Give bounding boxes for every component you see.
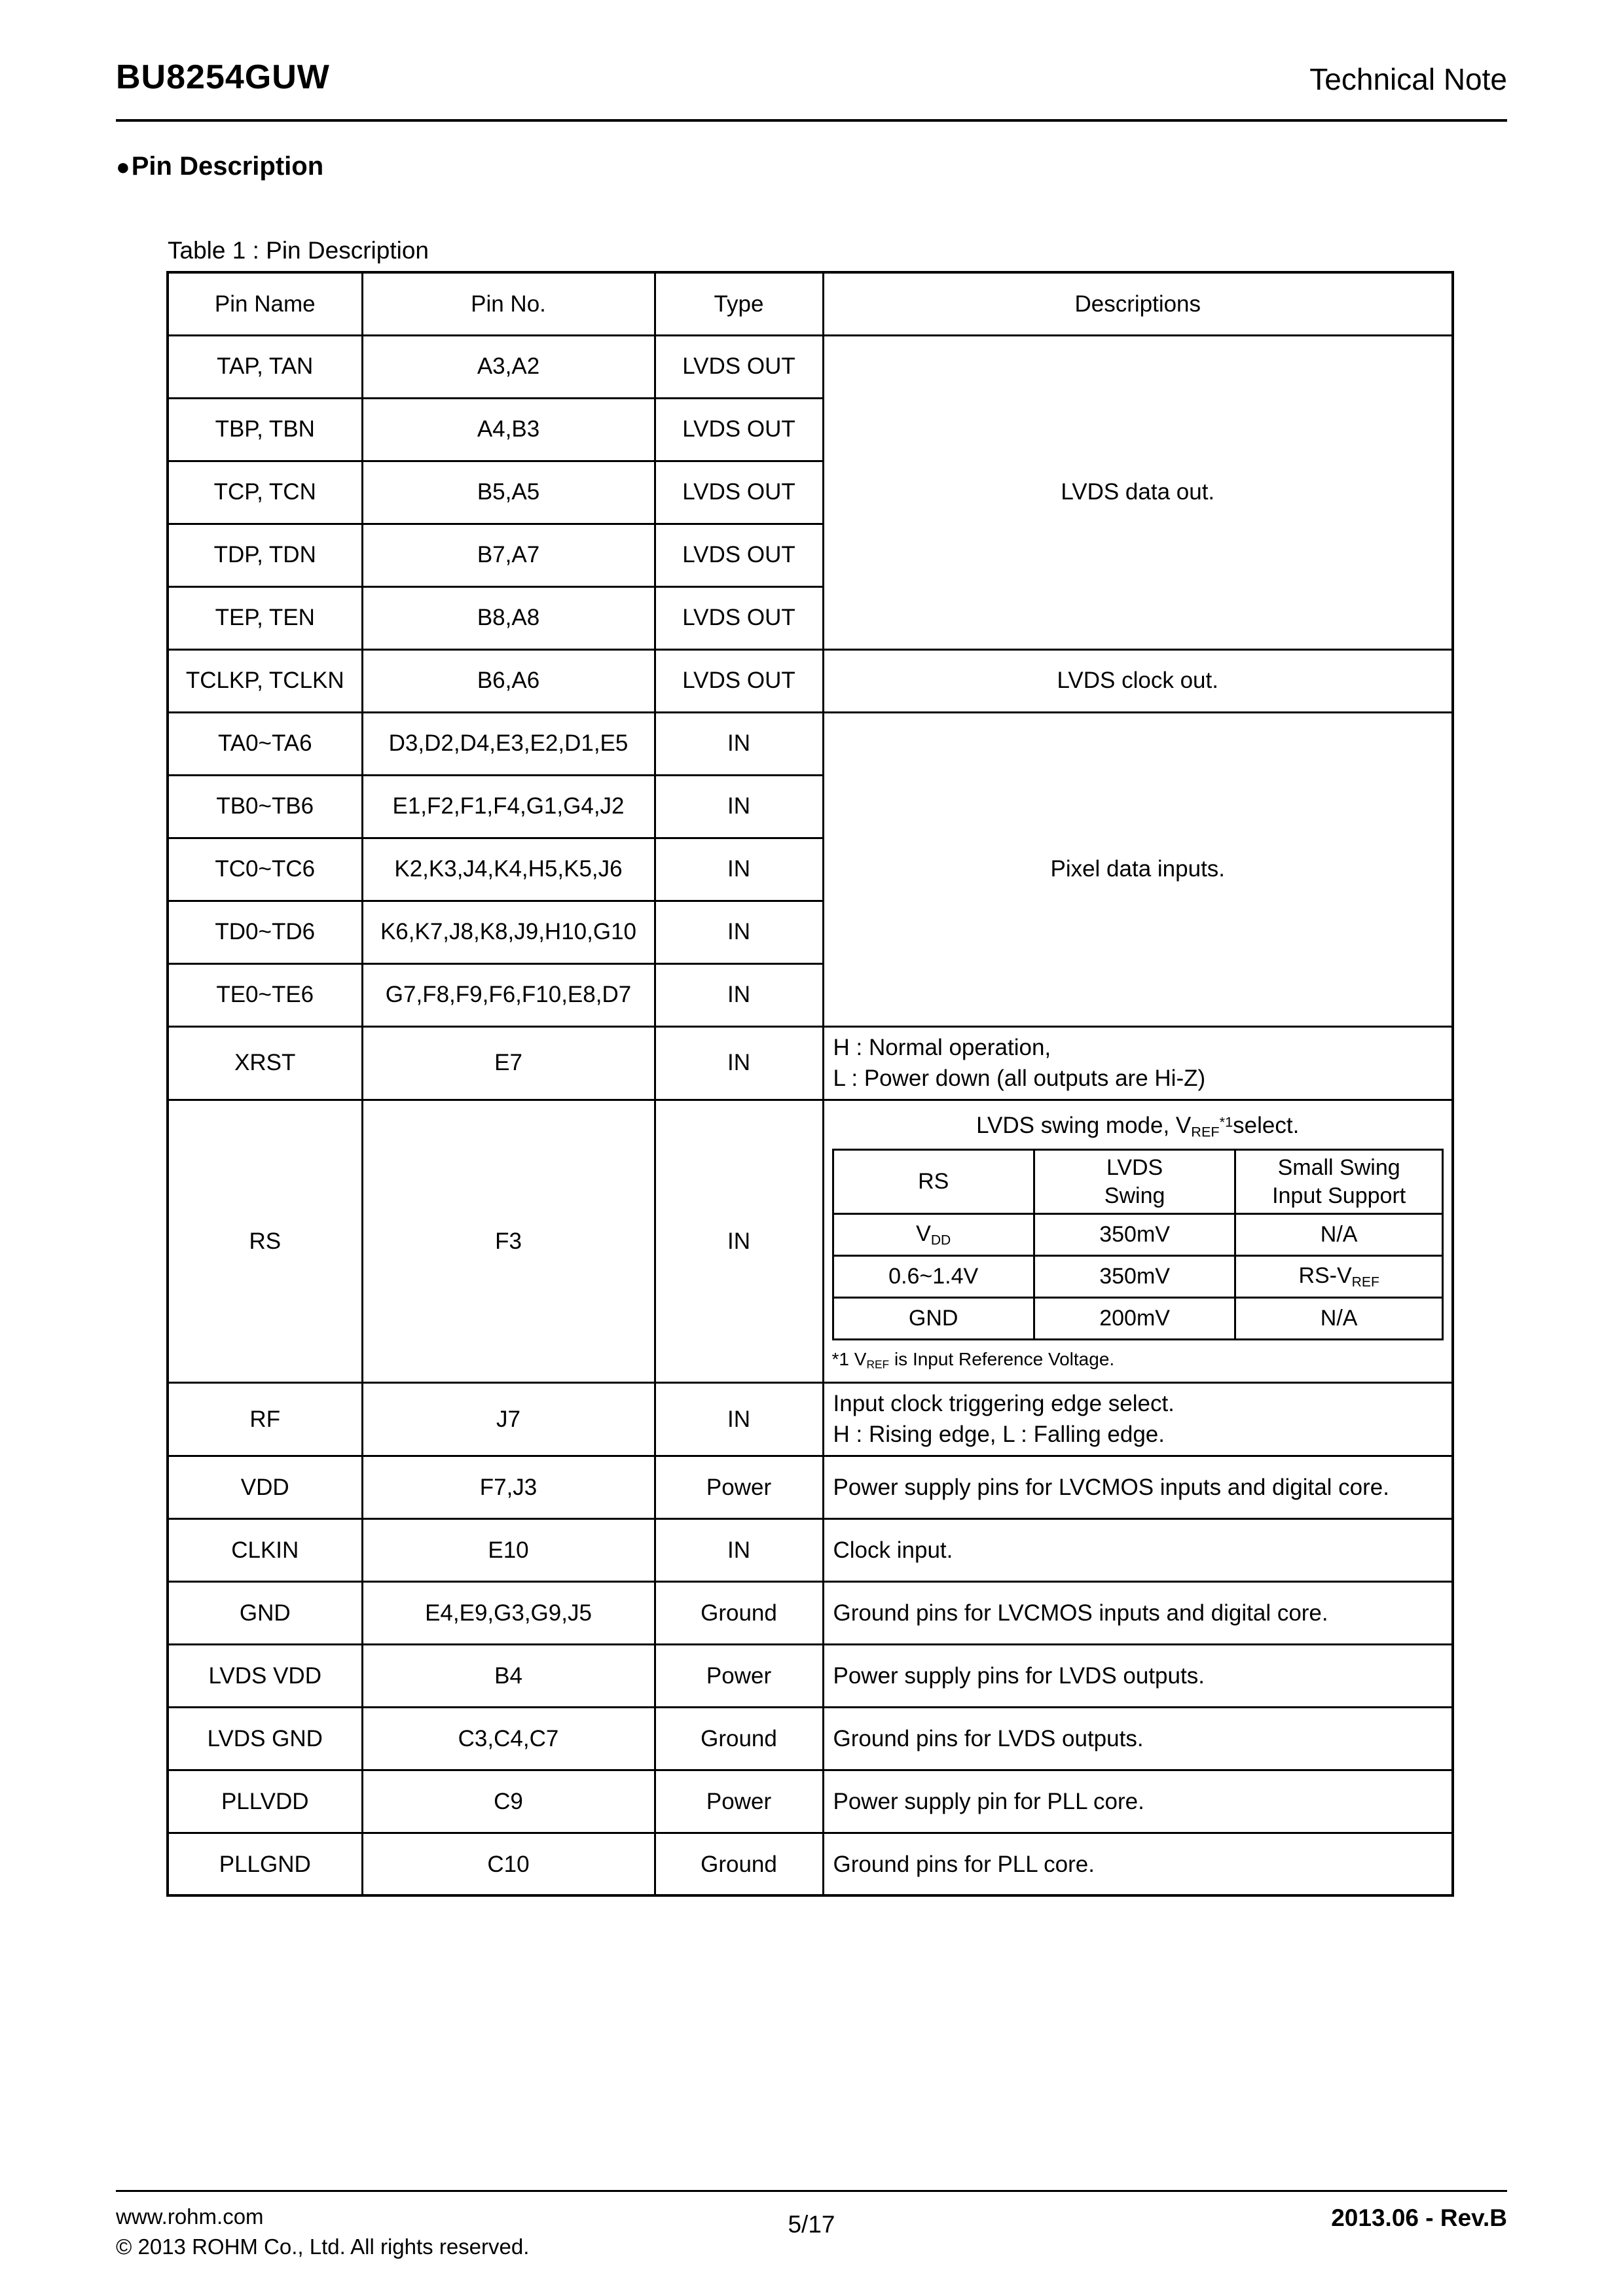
rs-subtable-col-support-line: Input Support [1272, 1183, 1406, 1208]
rs-intro [832, 1110, 1444, 1141]
description-line: Input clock triggering edge select. [833, 1391, 1175, 1417]
footer-divider [116, 2190, 1507, 2192]
pin-name-cell: PLLGND [168, 1833, 362, 1895]
pin-no-cell: D3,D2,D4,E3,E2,D1,E5 [362, 712, 655, 775]
pin-no-cell: E7 [362, 1026, 655, 1100]
rs-footnote [832, 1347, 1444, 1372]
table-row [168, 1707, 1453, 1770]
table-header-row [168, 272, 1453, 335]
pin-name-cell: RS [168, 1100, 362, 1382]
pin-type-cell: Power [655, 1770, 823, 1833]
table-row [168, 1770, 1453, 1833]
pin-no-cell: E1,F2,F1,F4,G1,G4,J2 [362, 775, 655, 838]
pin-type-cell: LVDS OUT [655, 649, 823, 712]
pin-no-cell: J7 [362, 1382, 655, 1456]
pin-type-cell: IN [655, 775, 823, 838]
col-header-pin-name: Pin Name [168, 272, 362, 335]
part-number: BU8254GUW [116, 58, 330, 96]
pin-name-cell: PLLVDD [168, 1770, 362, 1833]
rs-vref-label: RS-V [1298, 1263, 1352, 1289]
col-header-type: Type [655, 272, 823, 335]
footer-website: www.rohm.com [116, 2204, 264, 2229]
pin-name-cell: TAP, TAN [168, 335, 362, 398]
table-caption: Table 1 : Pin Description [168, 237, 429, 264]
description-cell [823, 1382, 1453, 1456]
rs-description-cell [823, 1100, 1453, 1382]
table-row [168, 1581, 1453, 1644]
rs-intro-subscript: REF [1191, 1122, 1220, 1139]
rs-subtable-row [833, 1298, 1443, 1340]
section-title: Pin Description [131, 152, 324, 181]
rs-footnote-subscript: REF [866, 1357, 890, 1371]
description-cell [823, 1026, 1453, 1100]
pin-no-cell: A4,B3 [362, 398, 655, 461]
vdd-label: V [916, 1221, 931, 1247]
pin-no-cell: B5,A5 [362, 461, 655, 524]
description-cell: LVDS clock out. [823, 649, 1453, 712]
rs-subtable-cell [1235, 1256, 1443, 1298]
pin-name-cell: TC0~TC6 [168, 838, 362, 901]
table-row [168, 335, 1453, 398]
rs-subtable-cell: GND [833, 1298, 1034, 1340]
pin-type-cell: IN [655, 1026, 823, 1100]
footer-revision: 2013.06 - Rev.B [1331, 2204, 1507, 2231]
pin-name-cell: TE0~TE6 [168, 963, 362, 1026]
pin-name-cell: TCLKP, TCLKN [168, 649, 362, 712]
header-divider [116, 119, 1507, 122]
pin-no-cell: B4 [362, 1644, 655, 1707]
pin-description-table [166, 271, 1454, 1897]
description-line: H : Rising edge, L : Falling edge. [833, 1422, 1165, 1448]
doc-type-label: Technical Note [1309, 62, 1507, 96]
description-cell: Power supply pins for LVCMOS inputs and digital core. [823, 1456, 1453, 1518]
pin-name-cell: TA0~TA6 [168, 712, 362, 775]
table-row [168, 649, 1453, 712]
footer-copyright: © 2013 ROHM Co., Ltd. All rights reserved. [116, 2234, 530, 2259]
rs-subtable-cell: 350mV [1034, 1214, 1235, 1256]
pin-name-cell: CLKIN [168, 1518, 362, 1581]
rs-subtable-cell: 200mV [1034, 1298, 1235, 1340]
pin-type-cell: IN [655, 963, 823, 1026]
rs-subtable-row [833, 1256, 1443, 1298]
description-cell-pixel-data-inputs: Pixel data inputs. [823, 712, 1453, 1026]
rs-footnote-text: *1 V [831, 1349, 867, 1370]
table-row [168, 1382, 1453, 1456]
pin-name-cell: TBP, TBN [168, 398, 362, 461]
pin-no-cell: E10 [362, 1518, 655, 1581]
description-cell-lvds-data-out: LVDS data out. [823, 335, 1453, 649]
pin-type-cell: IN [655, 838, 823, 901]
table-row [168, 1833, 1453, 1895]
pin-no-cell: F7,J3 [362, 1456, 655, 1518]
rs-subtable-col-support-line: Small Swing [1277, 1155, 1400, 1181]
pin-table-area [166, 237, 1451, 1897]
pin-type-cell: IN [655, 1382, 823, 1456]
bullet-icon: ● [116, 153, 130, 180]
pin-type-cell: IN [655, 712, 823, 775]
description-cell: Clock input. [823, 1518, 1453, 1581]
pin-name-cell: TCP, TCN [168, 461, 362, 524]
rs-subtable-cell: N/A [1235, 1298, 1443, 1340]
rs-subtable-col-swing-line: Swing [1104, 1183, 1165, 1208]
pin-name-cell: TEP, TEN [168, 586, 362, 649]
col-header-descriptions: Descriptions [823, 272, 1453, 335]
section-heading [116, 152, 323, 181]
rs-intro-text: select. [1233, 1112, 1300, 1138]
description-line: L : Power down (all outputs are Hi-Z) [833, 1066, 1206, 1091]
rs-vref-subscript: REF [1351, 1274, 1379, 1290]
rs-intro-text: LVDS swing mode, V [976, 1112, 1192, 1138]
pin-name-cell: LVDS VDD [168, 1644, 362, 1707]
table-row [168, 1456, 1453, 1518]
description-cell: Power supply pins for LVDS outputs. [823, 1644, 1453, 1707]
pin-no-cell: B8,A8 [362, 586, 655, 649]
pin-no-cell: B7,A7 [362, 524, 655, 586]
pin-no-cell: E4,E9,G3,G9,J5 [362, 1581, 655, 1644]
pin-no-cell: K6,K7,J8,K8,J9,H10,G10 [362, 901, 655, 963]
pin-no-cell: C10 [362, 1833, 655, 1895]
rs-subtable-cell: 0.6~1.4V [833, 1256, 1034, 1298]
pin-name-cell: XRST [168, 1026, 362, 1100]
pin-type-cell: LVDS OUT [655, 461, 823, 524]
pin-name-cell: TDP, TDN [168, 524, 362, 586]
description-line: H : Normal operation, [833, 1034, 1051, 1060]
table-row-rs [168, 1100, 1453, 1382]
rs-subtable-header-row [833, 1150, 1443, 1214]
pin-no-cell: G7,F8,F9,F6,F10,E8,D7 [362, 963, 655, 1026]
pin-type-cell: Ground [655, 1707, 823, 1770]
pin-type-cell: LVDS OUT [655, 586, 823, 649]
footer-page-number: 5/17 [788, 2211, 835, 2238]
pin-no-cell: A3,A2 [362, 335, 655, 398]
pin-no-cell: F3 [362, 1100, 655, 1382]
description-cell: Ground pins for LVCMOS inputs and digital core. [823, 1581, 1453, 1644]
table-row [168, 1026, 1453, 1100]
table-row [168, 1518, 1453, 1581]
pin-type-cell: Ground [655, 1581, 823, 1644]
table-row [168, 1644, 1453, 1707]
rs-subtable-col-support [1235, 1150, 1443, 1214]
pin-name-cell: RF [168, 1382, 362, 1456]
pin-name-cell: VDD [168, 1456, 362, 1518]
pin-name-cell: LVDS GND [168, 1707, 362, 1770]
rs-subtable [832, 1149, 1444, 1340]
col-header-pin-no: Pin No. [362, 272, 655, 335]
description-cell: Power supply pin for PLL core. [823, 1770, 1453, 1833]
document-header [116, 58, 1507, 97]
pin-type-cell: LVDS OUT [655, 398, 823, 461]
pin-name-cell: GND [168, 1581, 362, 1644]
pin-type-cell: LVDS OUT [655, 524, 823, 586]
pin-no-cell: B6,A6 [362, 649, 655, 712]
pin-no-cell: K2,K3,J4,K4,H5,K5,J6 [362, 838, 655, 901]
rs-subtable-cell: 350mV [1034, 1256, 1235, 1298]
pin-type-cell: Power [655, 1644, 823, 1707]
pin-type-cell: Power [655, 1456, 823, 1518]
rs-footnote-text: is Input Reference Voltage. [889, 1349, 1115, 1370]
pin-type-cell: IN [655, 1100, 823, 1382]
pin-name-cell: TD0~TD6 [168, 901, 362, 963]
pin-no-cell: C3,C4,C7 [362, 1707, 655, 1770]
rs-subtable-col-rs: RS [833, 1150, 1034, 1214]
rs-subtable-col-swing [1034, 1150, 1235, 1214]
pin-no-cell: C9 [362, 1770, 655, 1833]
pin-type-cell: LVDS OUT [655, 335, 823, 398]
pin-type-cell: IN [655, 901, 823, 963]
rs-subtable-cell [833, 1214, 1034, 1256]
rs-intro-footnote-marker: *1 [1219, 1113, 1233, 1130]
pin-type-cell: Ground [655, 1833, 823, 1895]
description-cell: Ground pins for PLL core. [823, 1833, 1453, 1895]
vdd-subscript: DD [930, 1232, 951, 1248]
pin-type-cell: IN [655, 1518, 823, 1581]
rs-subtable-cell: N/A [1235, 1214, 1443, 1256]
rs-subtable-row [833, 1214, 1443, 1256]
pin-name-cell: TB0~TB6 [168, 775, 362, 838]
description-cell: Ground pins for LVDS outputs. [823, 1707, 1453, 1770]
rs-subtable-col-swing-line: LVDS [1106, 1155, 1163, 1181]
table-row [168, 712, 1453, 775]
